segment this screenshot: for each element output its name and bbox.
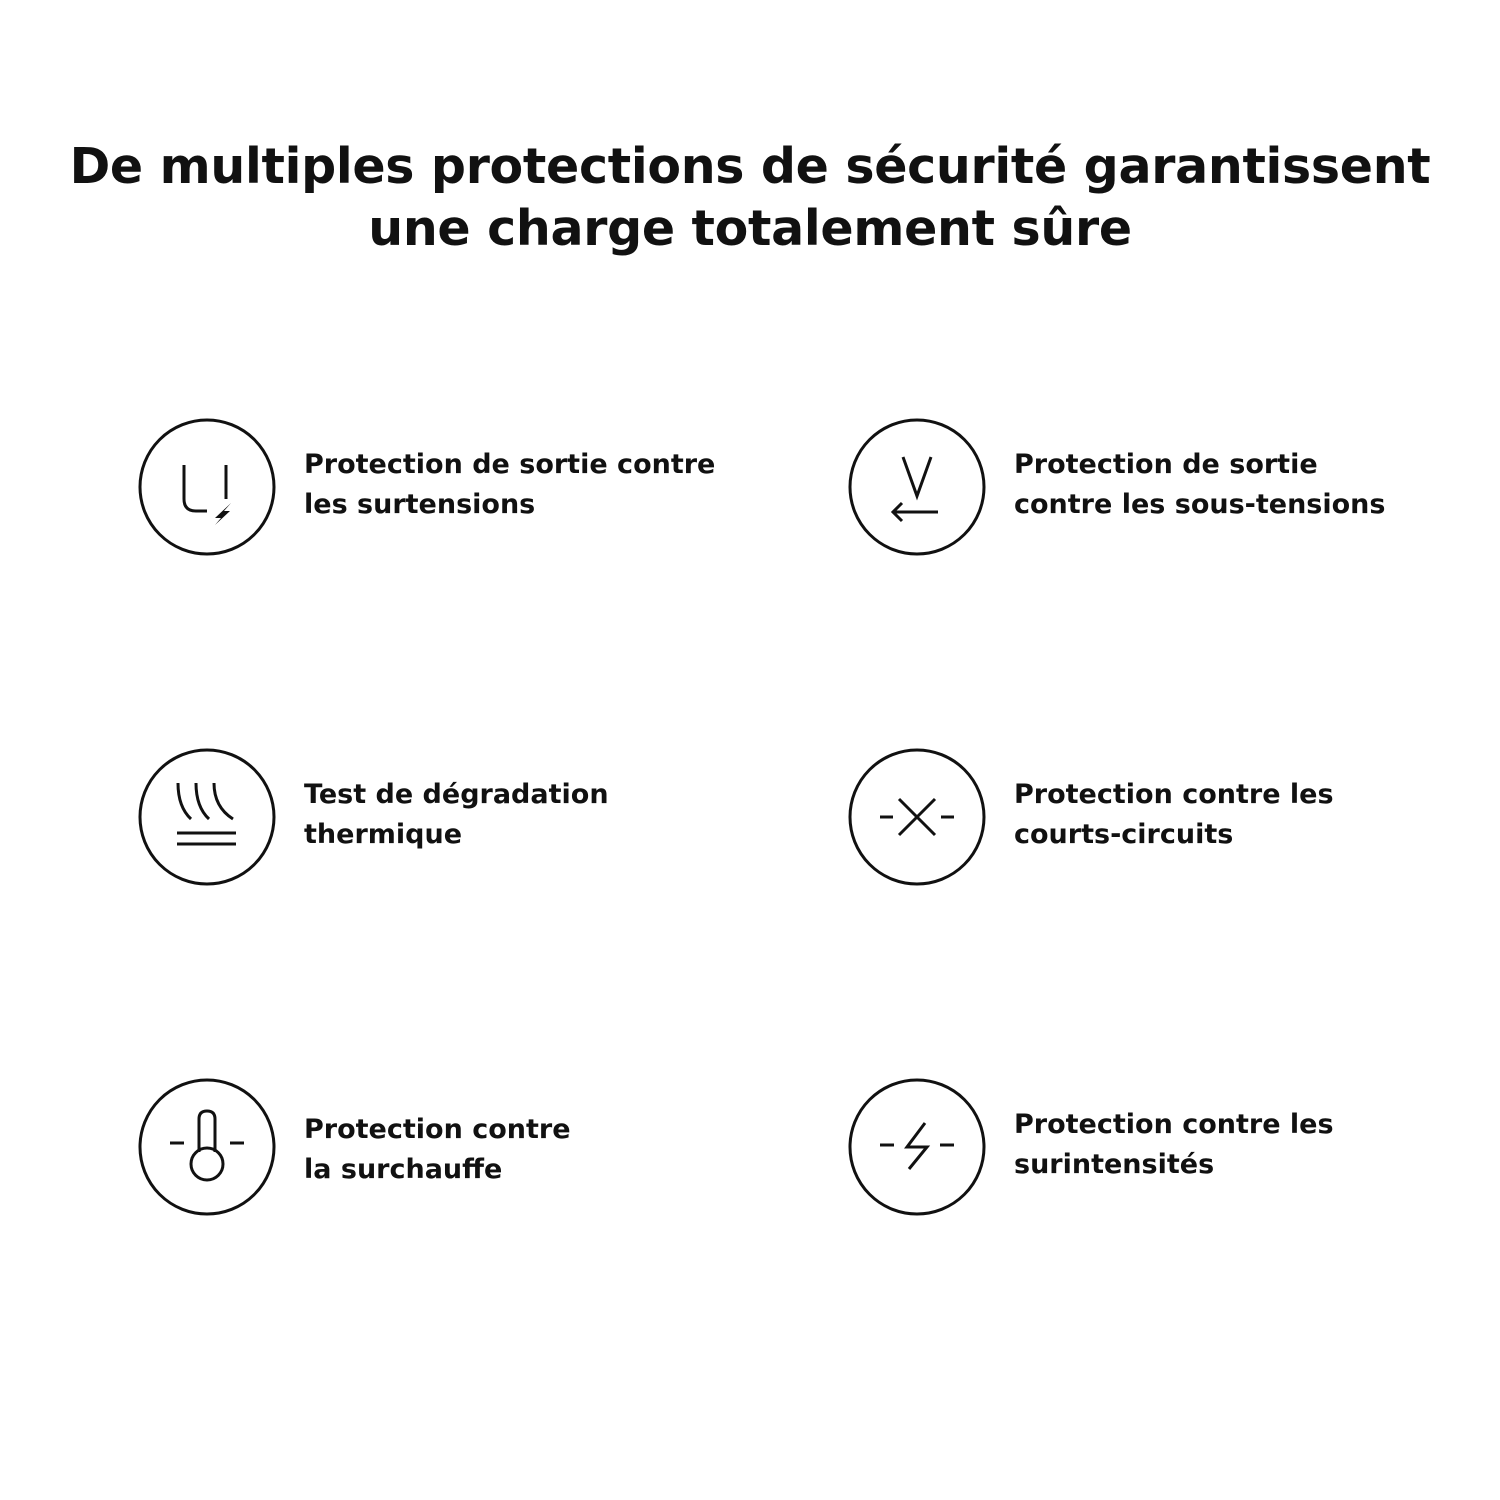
feature-undervoltage bbox=[847, 417, 1500, 557]
feature-overvoltage-line-2: les surtensions bbox=[304, 489, 536, 520]
thermometer-icon bbox=[137, 1077, 277, 1217]
feature-thermal-degradation-line-1: Test de dégradation bbox=[304, 779, 609, 810]
overvoltage-icon bbox=[137, 417, 277, 557]
feature-overheating-line-1: Protection contre bbox=[304, 1114, 571, 1145]
feature-undervoltage-label bbox=[1014, 445, 1385, 525]
feature-thermal-degradation-label bbox=[304, 775, 609, 855]
undervoltage-icon bbox=[847, 417, 987, 557]
feature-short-circuit-line-1: Protection contre les bbox=[1014, 779, 1334, 810]
feature-overvoltage bbox=[137, 417, 817, 557]
feature-thermal-degradation-line-2: thermique bbox=[304, 819, 463, 850]
overcurrent-icon bbox=[847, 1077, 987, 1217]
feature-undervoltage-line-1: Protection de sortie bbox=[1014, 449, 1318, 480]
feature-overcurrent bbox=[847, 1077, 1500, 1217]
feature-overheating-label bbox=[304, 1110, 571, 1190]
feature-overheating-line-2: la surchauffe bbox=[304, 1154, 503, 1185]
feature-overvoltage-line-1: Protection de sortie contre bbox=[304, 449, 716, 480]
feature-overcurrent-line-2: surintensités bbox=[1014, 1149, 1215, 1180]
page-title-line-2: une charge totalement sûre bbox=[368, 200, 1132, 257]
feature-short-circuit-line-2: courts-circuits bbox=[1014, 819, 1234, 850]
feature-undervoltage-line-2: contre les sous-tensions bbox=[1014, 489, 1386, 520]
short-circuit-icon bbox=[847, 747, 987, 887]
feature-overheating bbox=[137, 1077, 817, 1217]
feature-short-circuit bbox=[847, 747, 1500, 887]
feature-overvoltage-label bbox=[304, 445, 715, 525]
feature-short-circuit-label bbox=[1014, 775, 1334, 855]
page-title bbox=[0, 136, 1500, 260]
feature-overcurrent-line-1: Protection contre les bbox=[1014, 1109, 1334, 1140]
feature-thermal-degradation bbox=[137, 747, 817, 887]
page-title-line-1: De multiples protections de sécurité garantissent bbox=[69, 138, 1431, 195]
thermal-heat-icon bbox=[137, 747, 277, 887]
feature-overcurrent-label bbox=[1014, 1105, 1334, 1185]
